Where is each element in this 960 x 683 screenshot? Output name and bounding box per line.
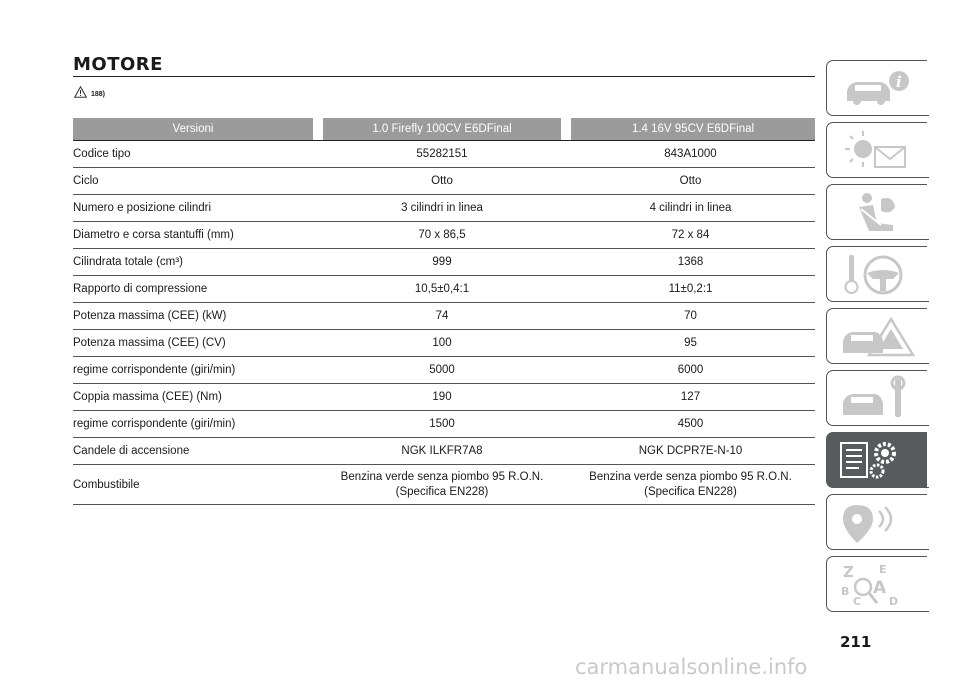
tab-multimedia[interactable] (826, 494, 927, 550)
svg-text:A: A (873, 578, 887, 598)
table-row (73, 195, 815, 222)
tab-emergency[interactable] (826, 308, 927, 364)
row-value-version-2: Otto (679, 174, 702, 187)
svg-text:D: D (889, 595, 899, 607)
warning-reference[interactable] (74, 86, 105, 98)
seat-airbag-icon (837, 189, 917, 235)
table-row (73, 222, 815, 249)
row-value-version-1: 5000 (429, 363, 455, 376)
row-label: regime corrispondente (giri/min) (73, 418, 236, 430)
svg-text:Z: Z (843, 563, 854, 581)
column-header-version-2: 1.4 16V 95CV E6DFinal (566, 118, 815, 141)
row-value-version-1: 190 (432, 390, 452, 403)
svg-text:E: E (879, 563, 887, 576)
row-value-version-2: NGK DCPR7E-N-10 (638, 444, 743, 457)
row-value-version-2: 127 (680, 390, 701, 403)
key-steering-wheel-icon (837, 251, 917, 297)
row-value-version-1: 100 (432, 336, 452, 349)
row-label: Candele di accensione (73, 445, 190, 457)
row-value-version-2: 843A1000 (664, 147, 717, 160)
table-row (73, 411, 815, 438)
row-label: Combustibile (73, 478, 140, 491)
row-label: Coppia massima (CEE) (Nm) (73, 391, 222, 403)
car-wrench-icon (837, 375, 917, 421)
table-row (73, 438, 815, 465)
footer-watermark: carmanualsonline.info (575, 655, 808, 679)
multimedia-icon (837, 499, 917, 545)
title-divider (73, 76, 815, 77)
table-row (73, 249, 815, 276)
row-value-version-2: 70 (684, 309, 697, 322)
row-value-version-1: 999 (432, 255, 452, 268)
row-value-version-2: 4 cilindri in linea (649, 201, 732, 214)
row-value-version-1: 70 x 86,5 (418, 228, 466, 241)
row-label: Potenza massima (CEE) (kW) (73, 310, 227, 322)
table-row (73, 384, 815, 411)
tab-technical-data[interactable] (826, 432, 927, 488)
table-row (73, 357, 815, 384)
row-label: Ciclo (73, 175, 99, 187)
row-label: Numero e posizione cilindri (73, 202, 212, 214)
tab-index[interactable] (826, 556, 927, 612)
alphabetical-index-icon (837, 561, 917, 607)
row-value-version-1: 10,5±0,4:1 (414, 282, 470, 295)
row-label: Cilindrata totale (cm³) (73, 256, 183, 268)
car-info-icon (837, 65, 917, 111)
table-row (73, 276, 815, 303)
row-value-version-1: Otto (431, 174, 453, 187)
row-value-version-1: 3 cilindri in linea (401, 201, 483, 214)
table-header-row (73, 118, 815, 141)
engine-spec-table (73, 118, 815, 505)
warning-number: 188) (91, 91, 106, 98)
car-warning-icon (837, 313, 917, 359)
warning-triangle-icon (74, 86, 87, 98)
row-value-version-2: 1368 (677, 255, 704, 268)
row-value-version-2: 95 (684, 336, 697, 349)
table-row (73, 330, 815, 357)
svg-text:B: B (841, 585, 850, 598)
tab-maintenance[interactable] (826, 370, 927, 426)
row-label: Potenza massima (CEE) (CV) (73, 337, 226, 349)
table-row (73, 141, 815, 168)
tab-car-info[interactable] (826, 60, 927, 116)
row-label: Diametro e corsa stantuffi (mm) (73, 229, 234, 241)
column-header-versions: Versioni (73, 118, 318, 141)
svg-text:i: i (896, 73, 902, 91)
column-header-version-1: 1.0 Firefly 100CV E6DFinal (318, 118, 566, 141)
table-row (73, 465, 815, 505)
row-value-version-2: 72 x 84 (671, 228, 710, 241)
row-value-version-2: 6000 (677, 363, 704, 376)
row-value-version-2: 4500 (677, 417, 704, 430)
tab-starting-driving[interactable] (826, 246, 927, 302)
row-value-version-2: Benzina verde senza piombo 95 R.O.N. (Specifica EN228) (589, 470, 792, 498)
row-value-version-1: Benzina verde senza piombo 95 R.O.N. (Specifica EN228) (340, 470, 544, 498)
page-title: MOTORE (73, 54, 163, 75)
row-value-version-1: 55282151 (416, 147, 468, 160)
dashboard-lights-message-icon (837, 127, 917, 173)
table-row (73, 303, 815, 330)
tab-safety[interactable] (826, 184, 927, 240)
page-number: 211 (840, 633, 872, 651)
table-row (73, 168, 815, 195)
row-value-version-1: NGK ILKFR7A8 (401, 444, 483, 457)
row-value-version-2: 11±0,2:1 (668, 282, 713, 295)
row-label: regime corrispondente (giri/min) (73, 364, 236, 376)
svg-text:C: C (853, 595, 862, 607)
tab-dashboard-lights[interactable] (826, 122, 927, 178)
specs-gears-icon (837, 437, 917, 483)
row-label: Codice tipo (73, 148, 131, 160)
row-value-version-1: 74 (435, 309, 449, 322)
row-value-version-1: 1500 (429, 417, 455, 430)
row-label: Rapporto di compressione (73, 283, 208, 295)
